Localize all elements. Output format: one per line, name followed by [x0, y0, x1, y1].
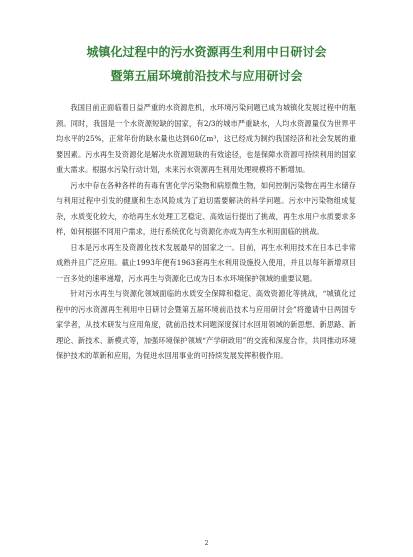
body-text [56, 100, 356, 364]
paragraph-3: 日本是污水再生及资源化技术发展最早的国家之一。目前，再生水利用技术在日本已非常成熟并且广泛应用。截止1993年便有1963套再生水利用设施投入使用，并且以每年新增项目一百多处的速率递增，污水再生与资源化已成为日本水环境保护领域的重要议题。 [56, 242, 356, 283]
paragraph-4: 针对污水再生与资源化领域面临的水质安全保障和稳定、高效资源化等挑战，“城镇化过程中的污水资源再生利用中日研讨会暨第五届环境前沿技术与应用研讨会”将邀请中日两国专家学者，从技术研发与应用角度，就前沿技术问题深度探讨水回用领域的新思想、新思路、新理论、新技术、新模式等，加强环境保护领域“产学研政用”的交流和深度合作，共同推动环境保护技术的革新和应用，为促进水回用事业的可持续发展发挥积极作用。 [56, 289, 356, 360]
title-line-2: 暨第五届环境前沿技术与应用研讨会 [110, 69, 303, 83]
paragraph-2: 污水中存在各种各样的有毒有害化学污染物和病原微生物，如何控制污染物在再生水储存与利用过程中引发的健康和生态风险成为了迫切需要解决的科学问题。污水中污染物组成复杂，水质变化较大，亦给再生水处理工艺稳定、高效运行提出了挑战，再生水用户水质要求多样，如何根据不同用户需求，进行系统优化与资源化亦成为再生水利用面临的挑战。 [56, 180, 356, 236]
title-line-1: 城镇化过程中的污水资源再生利用中日研讨会 [86, 45, 327, 59]
page-number: 2 [204, 540, 209, 547]
title-block [0, 40, 413, 88]
paragraph-1: 我国目前正面临着日益严重的水资源危机，水环境污染问题已成为城镇化发展过程中的瓶颈。同时，我国是一个水资源短缺的国家，有2/3的城市严重缺水，人均水资源量仅为世界平均水平的25%，正常年份的缺水量也达到60亿m³，这已经成为制约我国经济和社会发展的重要因素。污水再生及资源化是解决水资源短缺的有效途径，也是保障水资源可持续利用的国家重大需求。根据水污染行动计划，未来污水资源再生利用处理规模将不断增加。 [56, 103, 356, 174]
